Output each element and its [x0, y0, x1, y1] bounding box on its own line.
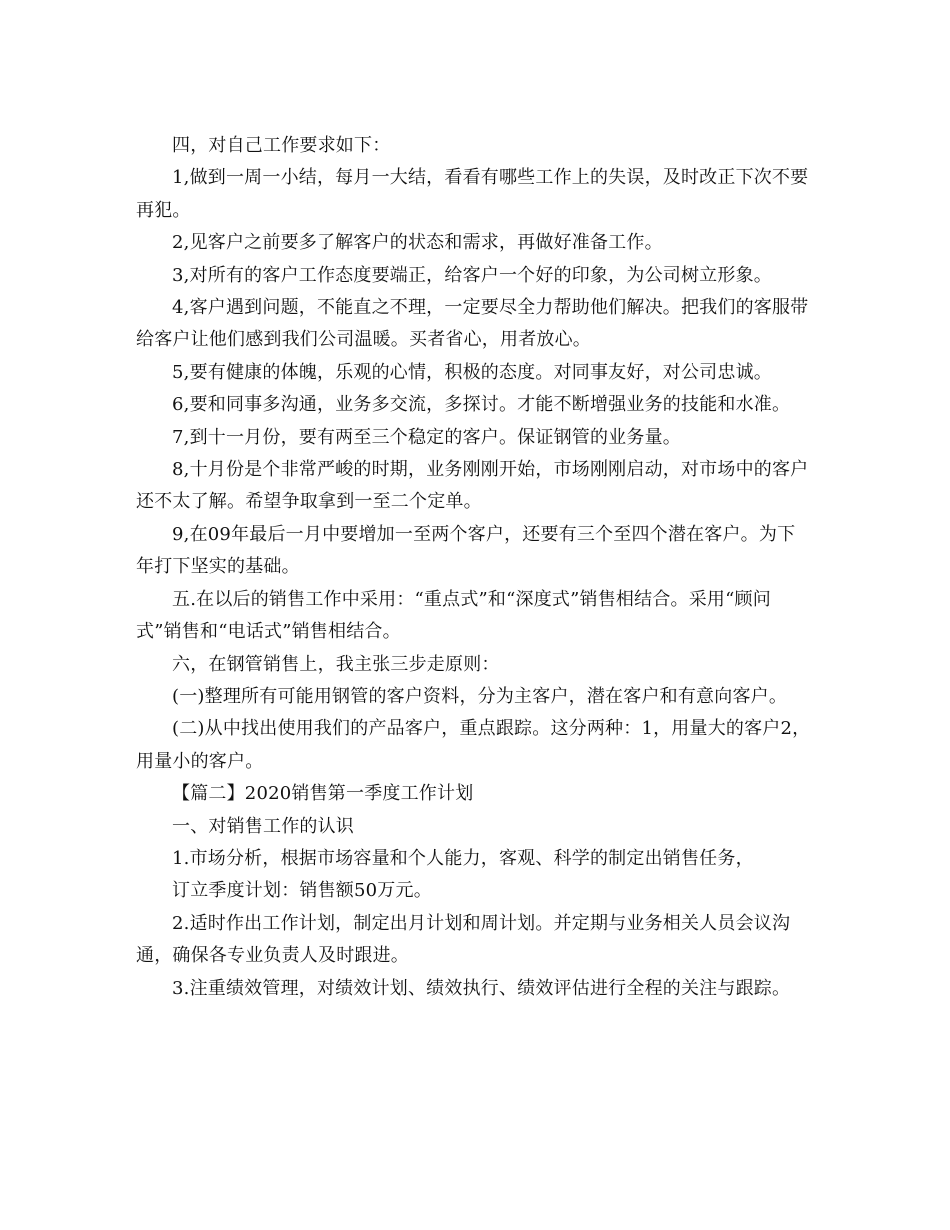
requirement-item-3: 3,对所有的客户工作态度要端正，给客户一个好的印象，为公司树立形象。 [172, 264, 772, 286]
requirement-item-2: 2,见客户之前要多了解客户的状态和需求，再做好准备工作。 [172, 232, 663, 254]
part-two-title: 【篇二】2020销售第一季度工作计划 [172, 783, 474, 805]
part-two-section-one-heading: 一、对销售工作的认识 [172, 815, 354, 837]
requirement-item-1: 1,做到一周一小结，每月一大结，看看有哪些工作上的失误，及时改正下次不要再犯。 [136, 167, 809, 221]
requirement-item-7: 7,到十一月份，要有两至三个稳定的客户。保证钢管的业务量。 [172, 426, 681, 448]
step-item-2: (二)从中找出使用我们的产品客户，重点跟踪。这分两种：1，用量大的客户2，用量小的客户。 [136, 718, 811, 772]
requirement-item-4: 4,客户遇到问题，不能直之不理，一定要尽全力帮助他们解决。把我们的客服带给客户让他们感到我们公司温暖。买者省心，用者放心。 [136, 297, 809, 351]
requirement-item-8: 8,十月份是个非常严峻的时期，业务刚刚开始，市场刚刚启动，对市场中的客户还不太了解。希望争取拿到一至二个定单。 [136, 459, 809, 513]
plan-item-3: 3.注重绩效管理，对绩效计划、绩效执行、绩效评估进行全程的关注与跟踪。 [172, 977, 791, 999]
requirement-item-6: 6,要和同事多沟通，业务多交流，多探讨。才能不断增强业务的技能和水准。 [172, 394, 791, 416]
plan-item-1-continued: 订立季度计划：销售额50万元。 [172, 880, 432, 902]
section-four-heading: 四，对自己工作要求如下： [172, 135, 391, 156]
document-body [136, 130, 811, 1005]
section-five-paragraph: 五.在以后的销售工作中采用：“重点式”和“深度式”销售相结合。采用“顾问式”销售和“电话式”销售相结合。 [136, 588, 771, 643]
requirement-item-5: 5,要有健康的体魄，乐观的心情，积极的态度。对同事友好，对公司忠诚。 [172, 361, 772, 383]
requirement-item-9: 9,在09年最后一月中要增加一至两个客户，还要有三个至四个潜在客户。为下年打下坚实的基础。 [136, 523, 796, 578]
plan-item-2: 2.适时作出工作计划，制定出月计划和周计划。并定期与业务相关人员会议沟通，确保各专业负责人及时跟进。 [136, 912, 791, 967]
section-six-heading: 六，在钢管销售上，我主张三步走原则： [172, 653, 500, 675]
plan-item-1: 1.市场分析，根据市场容量和个人能力，客观、科学的制定出销售任务， [172, 847, 754, 869]
step-item-1: (一)整理所有可能用钢管的客户资料，分为主客户，潜在客户和有意向客户。 [172, 685, 788, 707]
